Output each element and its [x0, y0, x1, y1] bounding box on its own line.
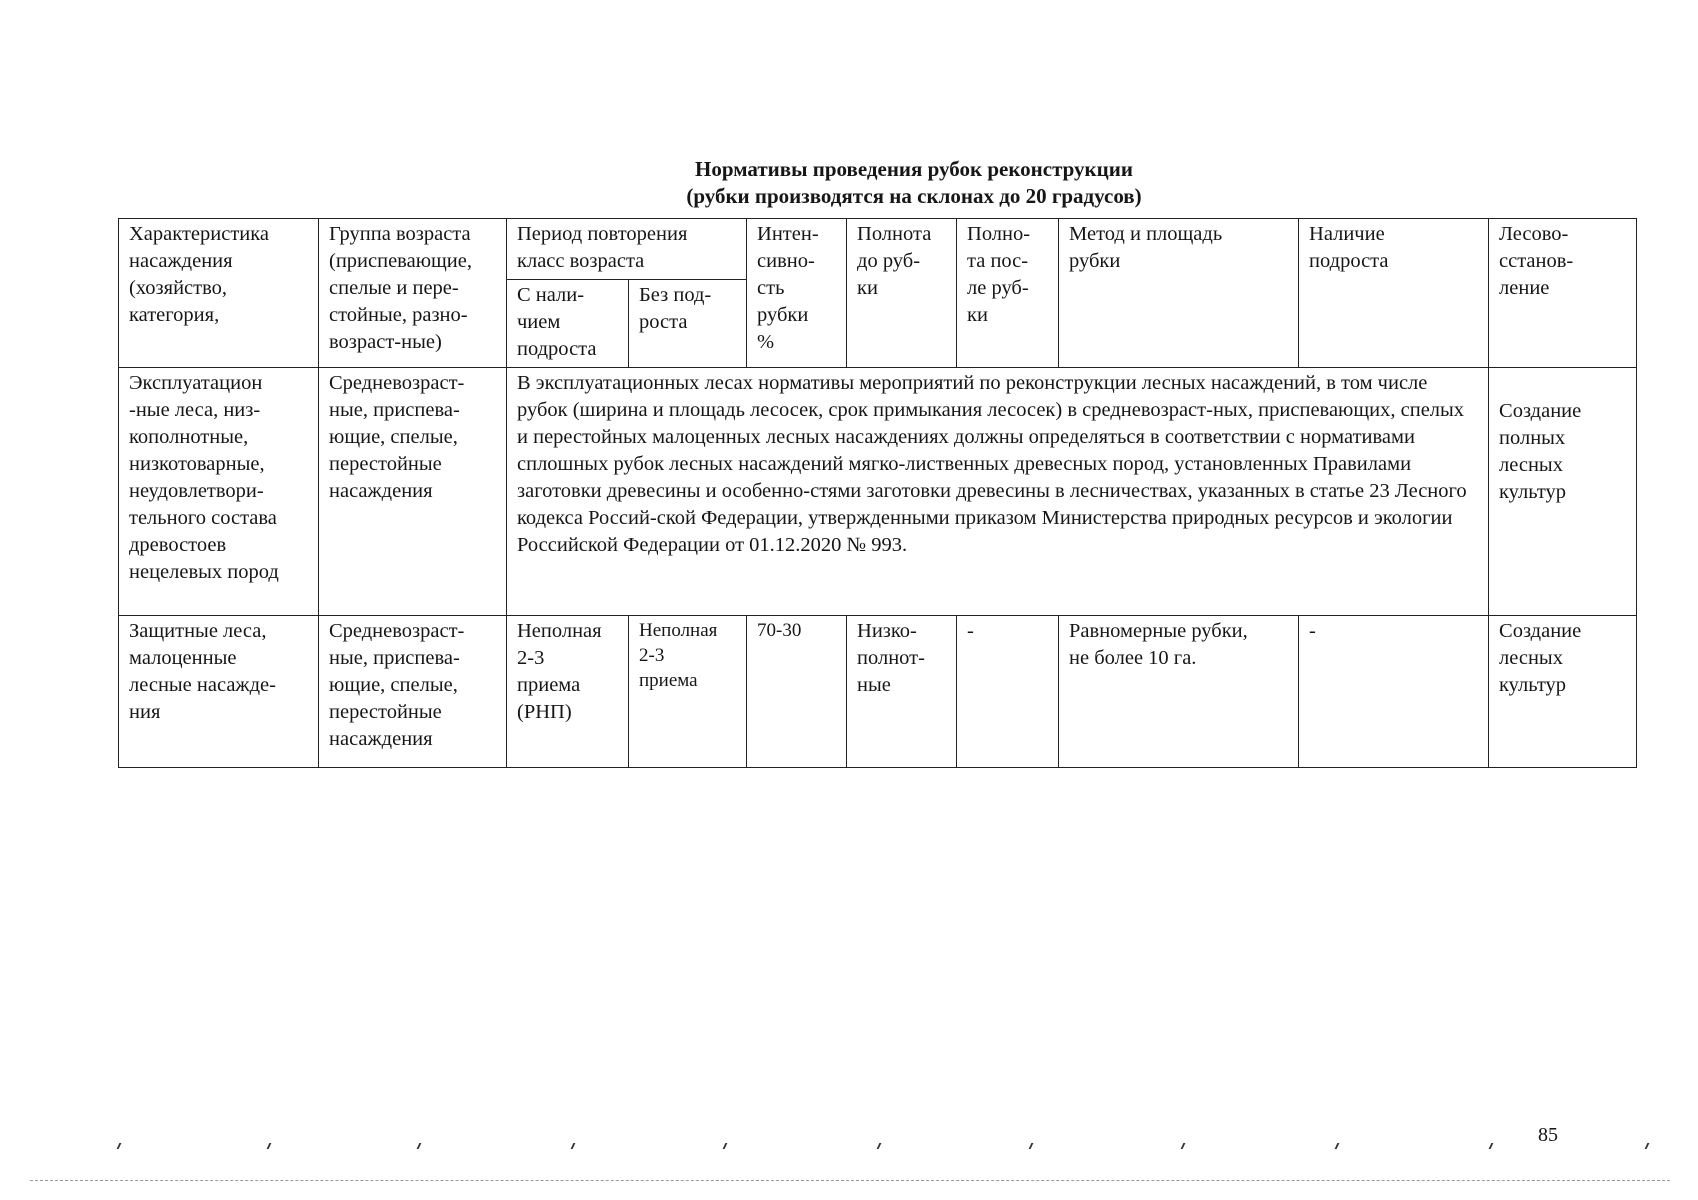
scan-tick	[1645, 1143, 1650, 1149]
header-without-undergrowth: Без под- роста	[629, 280, 747, 368]
cell-undergrowth-presence: -	[1299, 616, 1489, 768]
header-intensity: Интен- сивно- сть рубки %	[747, 219, 847, 368]
page-title	[0, 156, 1698, 210]
scan-tick	[417, 1143, 422, 1149]
scan-tick	[117, 1143, 122, 1149]
scan-tick	[267, 1143, 272, 1149]
header-with-undergrowth: С нали- чием подроста	[507, 280, 629, 368]
cell-age-group: Средневозраст- ные, приспева- ющие, спелые, перестойные насаждения	[319, 616, 507, 768]
cell-description: В эксплуатационных лесах нормативы мероприятий по реконструкции лесных насаждений, в том числе рубок (ширина и площадь лесосек, срок примыкания лесосек) в средневозраст-ных, приспевающих, спелых и перестойных малоценных лесных насаждениях должны определяться в соответствии с нормативами сплошных рубок лесных насаждений мягко-лиственных древесных пород, установленных Правилами заготовки древесины и особенно-стями заготовки древесины в лесничествах, указанных в статье 23 Лесного кодекса Россий-ской Федерации, утвержденными приказом Министерства природных ресурсов и экологии Российской Федерации от 01.12.2020 № 993.	[507, 368, 1489, 616]
cell-density-after: -	[957, 616, 1059, 768]
cell-characteristic: Эксплуатацион -ные леса, низ- кополнотные, низкотоварные, неудовлетвори- тельного состава древостоев нецелевых пород	[119, 368, 319, 616]
cell-without-undergrowth: Неполная 2-3 приема	[629, 616, 747, 768]
cell-method-area: Равномерные рубки, не более 10 га.	[1059, 616, 1299, 768]
scan-tick	[1029, 1143, 1034, 1149]
header-density-after: Полно- та пос- ле руб- ки	[957, 219, 1059, 368]
cell-density-before: Низко- полнот- ные	[847, 616, 957, 768]
table-row	[119, 368, 1637, 616]
page-number: 85	[1538, 1124, 1558, 1146]
header-age-group: Группа возраста (приспевающие, спелые и пере- стойные, разно- возраст-ные)	[319, 219, 507, 368]
scan-tick	[723, 1143, 728, 1149]
title-line-1: Нормативы проведения рубок реконструкции	[695, 157, 1133, 181]
norms-table	[118, 218, 1637, 768]
scan-tick	[1489, 1143, 1494, 1149]
header-density-before: Полнота до руб- ки	[847, 219, 957, 368]
bottom-scan-rule	[30, 1180, 1670, 1181]
scan-tick	[877, 1143, 882, 1149]
cell-characteristic: Защитные леса, малоценные лесные насажде- ния	[119, 616, 319, 768]
table-row	[119, 616, 1637, 768]
cell-intensity: 70-30	[747, 616, 847, 768]
cell-reforestation: Создание полных лесных культур	[1489, 368, 1637, 616]
header-period: Период повторения класс возраста	[507, 219, 747, 280]
header-row-1	[119, 219, 1637, 280]
scan-tick	[1181, 1143, 1186, 1149]
header-undergrowth-presence: Наличие подроста	[1299, 219, 1489, 368]
header-reforestation: Лесово- сстанов- ление	[1489, 219, 1637, 368]
cell-with-undergrowth: Неполная 2-3 приема (РНП)	[507, 616, 629, 768]
header-characteristic: Характеристика насаждения (хозяйство, категория,	[119, 219, 319, 368]
cell-age-group: Средневозраст- ные, приспева- ющие, спелые, перестойные насаждения	[319, 368, 507, 616]
scan-tick	[1335, 1143, 1340, 1149]
title-line-2: (рубки производятся на склонах до 20 градусов)	[686, 184, 1142, 208]
scan-tick	[571, 1143, 576, 1149]
header-method-area: Метод и площадь рубки	[1059, 219, 1299, 368]
cell-reforestation: Создание лесных культур	[1489, 616, 1637, 768]
